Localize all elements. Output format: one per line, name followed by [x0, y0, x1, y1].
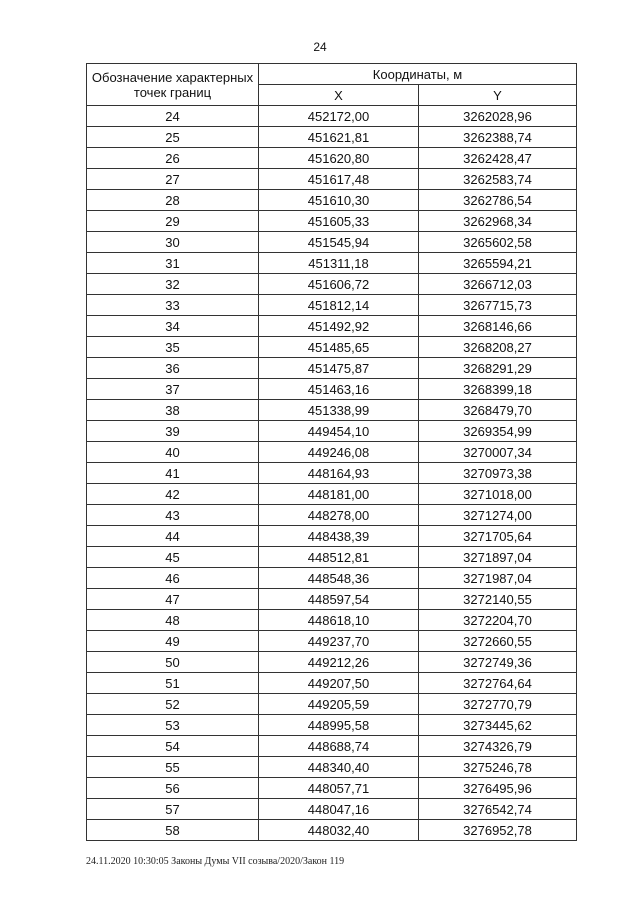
- y-cell: 3266712,03: [419, 274, 577, 295]
- y-cell: 3272140,55: [419, 589, 577, 610]
- y-cell: 3272204,70: [419, 610, 577, 631]
- table-row: [87, 799, 577, 820]
- point-cell: 37: [87, 379, 259, 400]
- table-row: [87, 673, 577, 694]
- table-row: [87, 652, 577, 673]
- table-header: [87, 64, 577, 106]
- point-cell: 46: [87, 568, 259, 589]
- table-row: [87, 169, 577, 190]
- point-cell: 35: [87, 337, 259, 358]
- table-row: [87, 694, 577, 715]
- x-cell: 451621,81: [259, 127, 419, 148]
- table-row: [87, 589, 577, 610]
- point-cell: 56: [87, 778, 259, 799]
- point-cell: 24: [87, 106, 259, 127]
- y-cell: 3276952,78: [419, 820, 577, 841]
- x-cell: 448688,74: [259, 736, 419, 757]
- y-cell: 3270973,38: [419, 463, 577, 484]
- table-row: [87, 505, 577, 526]
- x-cell: 449205,59: [259, 694, 419, 715]
- table-row: [87, 631, 577, 652]
- y-cell: 3268146,66: [419, 316, 577, 337]
- x-cell: 451492,92: [259, 316, 419, 337]
- x-cell: 451812,14: [259, 295, 419, 316]
- point-cell: 51: [87, 673, 259, 694]
- point-cell: 29: [87, 211, 259, 232]
- table-row: [87, 778, 577, 799]
- point-cell: 33: [87, 295, 259, 316]
- coordinates-table: [86, 63, 577, 841]
- point-cell: 27: [87, 169, 259, 190]
- y-cell: 3271987,04: [419, 568, 577, 589]
- page-number: 24: [313, 40, 327, 54]
- x-cell: 449237,70: [259, 631, 419, 652]
- table-row: [87, 757, 577, 778]
- table-row: [87, 358, 577, 379]
- point-cell: 50: [87, 652, 259, 673]
- header-point-designation: Обозначение характерных точек границ: [87, 64, 259, 106]
- header-x: X: [259, 85, 419, 106]
- y-cell: 3268479,70: [419, 400, 577, 421]
- table-row: [87, 127, 577, 148]
- point-cell: 25: [87, 127, 259, 148]
- x-cell: 448438,39: [259, 526, 419, 547]
- point-cell: 54: [87, 736, 259, 757]
- x-cell: 451545,94: [259, 232, 419, 253]
- point-cell: 45: [87, 547, 259, 568]
- table-row: [87, 526, 577, 547]
- y-cell: 3273445,62: [419, 715, 577, 736]
- point-cell: 43: [87, 505, 259, 526]
- point-cell: 48: [87, 610, 259, 631]
- x-cell: 451610,30: [259, 190, 419, 211]
- point-cell: 49: [87, 631, 259, 652]
- table-row: [87, 484, 577, 505]
- table-row: [87, 232, 577, 253]
- y-cell: 3271274,00: [419, 505, 577, 526]
- x-cell: 448047,16: [259, 799, 419, 820]
- y-cell: 3262428,47: [419, 148, 577, 169]
- point-cell: 28: [87, 190, 259, 211]
- table-row: [87, 337, 577, 358]
- x-cell: 448548,36: [259, 568, 419, 589]
- table-row: [87, 106, 577, 127]
- table-row: [87, 547, 577, 568]
- y-cell: 3262388,74: [419, 127, 577, 148]
- y-cell: 3267715,73: [419, 295, 577, 316]
- x-cell: 451463,16: [259, 379, 419, 400]
- point-cell: 36: [87, 358, 259, 379]
- table-row: [87, 148, 577, 169]
- header-y: Y: [419, 85, 577, 106]
- y-cell: 3265602,58: [419, 232, 577, 253]
- y-cell: 3274326,79: [419, 736, 577, 757]
- x-cell: 448278,00: [259, 505, 419, 526]
- point-cell: 30: [87, 232, 259, 253]
- point-cell: 32: [87, 274, 259, 295]
- point-cell: 26: [87, 148, 259, 169]
- y-cell: 3270007,34: [419, 442, 577, 463]
- y-cell: 3271897,04: [419, 547, 577, 568]
- table-row: [87, 820, 577, 841]
- point-cell: 47: [87, 589, 259, 610]
- table-row: [87, 715, 577, 736]
- x-cell: 451311,18: [259, 253, 419, 274]
- x-cell: 449454,10: [259, 421, 419, 442]
- y-cell: 3271705,64: [419, 526, 577, 547]
- point-cell: 57: [87, 799, 259, 820]
- table-body: [87, 106, 577, 841]
- table-row: [87, 400, 577, 421]
- header-coordinates: Координаты, м: [259, 64, 577, 85]
- x-cell: 451620,80: [259, 148, 419, 169]
- x-cell: 448995,58: [259, 715, 419, 736]
- y-cell: 3262968,34: [419, 211, 577, 232]
- x-cell: 448181,00: [259, 484, 419, 505]
- x-cell: 448057,71: [259, 778, 419, 799]
- x-cell: 448512,81: [259, 547, 419, 568]
- point-cell: 52: [87, 694, 259, 715]
- point-cell: 31: [87, 253, 259, 274]
- y-cell: 3269354,99: [419, 421, 577, 442]
- y-cell: 3271018,00: [419, 484, 577, 505]
- point-cell: 58: [87, 820, 259, 841]
- x-cell: 451606,72: [259, 274, 419, 295]
- y-cell: 3272764,64: [419, 673, 577, 694]
- x-cell: 451605,33: [259, 211, 419, 232]
- x-cell: 451475,87: [259, 358, 419, 379]
- table-row: [87, 274, 577, 295]
- table-row: [87, 442, 577, 463]
- x-cell: 451617,48: [259, 169, 419, 190]
- point-cell: 44: [87, 526, 259, 547]
- table-row: [87, 736, 577, 757]
- x-cell: 449246,08: [259, 442, 419, 463]
- table-row: [87, 190, 577, 211]
- footer-stamp: 24.11.2020 10:30:05 Законы Думы VII созыва/2020/Закон 119: [86, 856, 345, 867]
- table-row: [87, 211, 577, 232]
- point-cell: 53: [87, 715, 259, 736]
- point-cell: 40: [87, 442, 259, 463]
- x-cell: 452172,00: [259, 106, 419, 127]
- x-cell: 449207,50: [259, 673, 419, 694]
- y-cell: 3265594,21: [419, 253, 577, 274]
- y-cell: 3276542,74: [419, 799, 577, 820]
- y-cell: 3268399,18: [419, 379, 577, 400]
- point-cell: 41: [87, 463, 259, 484]
- y-cell: 3272660,55: [419, 631, 577, 652]
- y-cell: 3268291,29: [419, 358, 577, 379]
- y-cell: 3275246,78: [419, 757, 577, 778]
- x-cell: 448597,54: [259, 589, 419, 610]
- y-cell: 3262583,74: [419, 169, 577, 190]
- x-cell: 451338,99: [259, 400, 419, 421]
- point-cell: 55: [87, 757, 259, 778]
- table-row: [87, 568, 577, 589]
- table-row: [87, 295, 577, 316]
- table-row: [87, 610, 577, 631]
- y-cell: 3262786,54: [419, 190, 577, 211]
- table-row: [87, 463, 577, 484]
- point-cell: 34: [87, 316, 259, 337]
- y-cell: 3276495,96: [419, 778, 577, 799]
- table-row: [87, 316, 577, 337]
- y-cell: 3272749,36: [419, 652, 577, 673]
- y-cell: 3262028,96: [419, 106, 577, 127]
- y-cell: 3268208,27: [419, 337, 577, 358]
- x-cell: 448618,10: [259, 610, 419, 631]
- x-cell: 448164,93: [259, 463, 419, 484]
- table-row: [87, 253, 577, 274]
- x-cell: 448032,40: [259, 820, 419, 841]
- table-row: [87, 421, 577, 442]
- point-cell: 39: [87, 421, 259, 442]
- table-row: [87, 379, 577, 400]
- x-cell: 448340,40: [259, 757, 419, 778]
- point-cell: 42: [87, 484, 259, 505]
- x-cell: 451485,65: [259, 337, 419, 358]
- y-cell: 3272770,79: [419, 694, 577, 715]
- point-cell: 38: [87, 400, 259, 421]
- x-cell: 449212,26: [259, 652, 419, 673]
